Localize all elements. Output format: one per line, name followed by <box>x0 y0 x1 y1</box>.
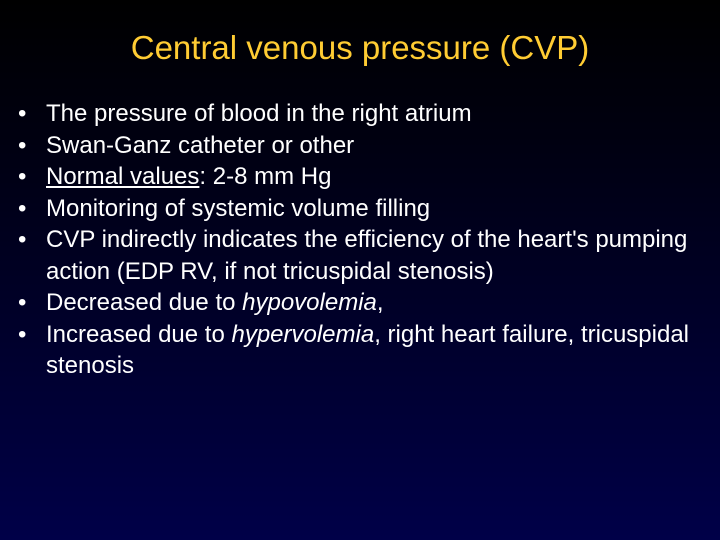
bullet-text: , <box>376 289 384 316</box>
bullet-dot-icon: • <box>18 320 27 348</box>
bullet-item <box>18 287 708 319</box>
bullet-dot-icon: • <box>18 194 27 222</box>
bullet-text: Decreased due to <box>46 289 243 316</box>
bullet-text: : 2-8 mm Hg <box>199 163 332 190</box>
bullet-dot-icon: • <box>18 226 27 253</box>
bullet-dot-icon: • <box>18 100 27 127</box>
bullet-list <box>18 98 708 382</box>
bullet-text: Monitoring of systemic volume filling <box>46 194 431 222</box>
bullet-dot-icon: • <box>18 289 27 316</box>
bullet-italic-text: hypervolemia <box>231 320 375 348</box>
bullet-text: The pressure of blood in the right atrium <box>46 100 472 127</box>
bullet-item <box>18 130 708 162</box>
bullet-dot-icon: • <box>18 131 27 159</box>
bullet-item <box>18 193 708 225</box>
slide-title: Central venous pressure (CVP) <box>130 29 590 66</box>
bullet-italic-text: hypovolemia <box>242 289 377 316</box>
bullet-underlined-text: Normal values <box>46 163 200 190</box>
bullet-text: CVP indirectly indicates the efficiency of the heart's pumping action (EDP RV, if not tricuspidal stenosis) <box>46 226 688 285</box>
bullet-dot-icon: • <box>18 163 27 190</box>
bullet-text: Increased due to <box>46 320 232 348</box>
bullet-item <box>18 319 708 382</box>
bullet-item <box>18 98 708 130</box>
bullet-text: , right heart failure, tricuspidal stenosis <box>46 320 690 379</box>
bullet-text: Swan-Ganz catheter or other <box>46 131 355 159</box>
bullet-item <box>18 224 708 287</box>
bullet-item <box>18 161 708 193</box>
